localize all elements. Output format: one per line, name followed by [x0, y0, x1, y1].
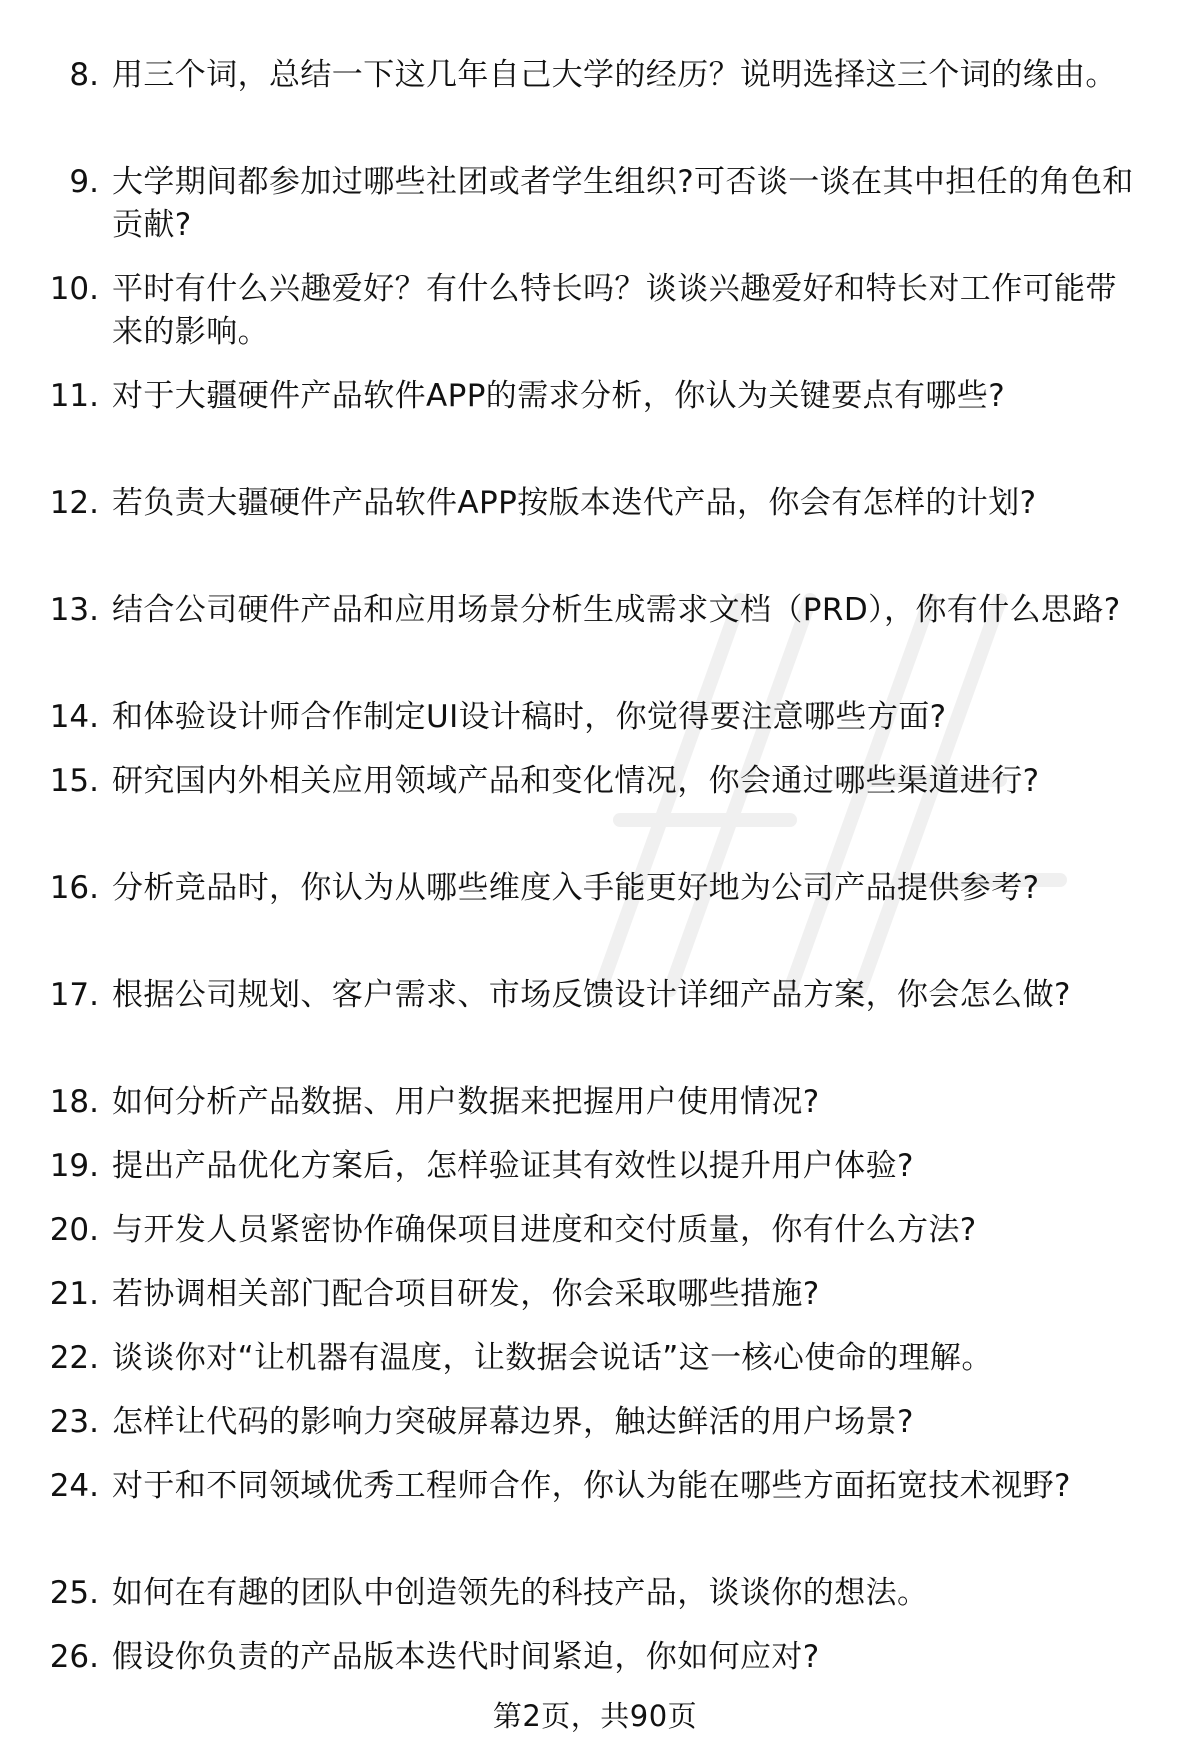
question-text: 提出产品优化方案后，怎样验证其有效性以提升用户体验? — [112, 1148, 914, 1184]
question-item — [0, 54, 1190, 161]
question-number: 9. — [69, 164, 99, 200]
question-text: 根据公司规划、客户需求、市场反馈设计详细产品方案，你会怎么做? — [112, 977, 1071, 1013]
question-item — [0, 1209, 1190, 1273]
question-text: 怎样让代码的影响力突破屏幕边界，触达鲜活的用户场景? — [112, 1404, 914, 1440]
question-text: 研究国内外相关应用领域产品和变化情况，你会通过哪些渠道进行? — [112, 763, 1040, 799]
question-number: 22. — [49, 1340, 99, 1376]
question-number: 16. — [49, 870, 99, 906]
question-item — [0, 1337, 1190, 1401]
question-item — [0, 1572, 1190, 1636]
question-text: 谈谈你对“让机器有温度，让数据会说话”这一核心使命的理解。 — [112, 1340, 993, 1376]
question-number: 14. — [49, 699, 99, 735]
question-number: 12. — [49, 485, 99, 521]
question-text: 若负责大疆硬件产品软件APP按版本迭代产品，你会有怎样的计划? — [112, 485, 1037, 521]
question-text: 结合公司硬件产品和应用场景分析生成需求文档（PRD），你有什么思路? — [112, 592, 1121, 628]
question-item — [0, 760, 1190, 867]
question-item — [0, 696, 1190, 760]
question-number: 10. — [49, 271, 99, 307]
question-text: 分析竞品时，你认为从哪些维度入手能更好地为公司产品提供参考? — [112, 870, 1040, 906]
question-item — [0, 1273, 1190, 1337]
question-number: 8. — [69, 57, 99, 93]
question-item — [0, 482, 1190, 589]
question-item — [0, 1636, 1190, 1700]
question-item — [0, 1145, 1190, 1209]
question-item — [0, 589, 1190, 696]
question-number: 23. — [49, 1404, 99, 1440]
question-text: 如何在有趣的团队中创造领先的科技产品，谈谈你的想法。 — [112, 1575, 929, 1611]
question-item — [0, 1081, 1190, 1145]
question-item — [0, 1465, 1190, 1572]
question-number: 25. — [49, 1575, 99, 1611]
question-text: 平时有什么兴趣爱好？有什么特长吗？谈谈兴趣爱好和特长对工作可能带来的影响。 — [112, 271, 1117, 350]
question-list — [0, 54, 1190, 1700]
question-number: 26. — [49, 1639, 99, 1675]
question-item — [0, 867, 1190, 974]
question-number: 24. — [49, 1468, 99, 1504]
question-number: 17. — [49, 977, 99, 1013]
question-text: 用三个词，总结一下这几年自己大学的经历？说明选择这三个词的缘由。 — [112, 57, 1117, 93]
question-text: 大学期间都参加过哪些社团或者学生组织?可否谈一谈在其中担任的角色和贡献? — [112, 164, 1134, 243]
question-item — [0, 161, 1190, 268]
question-text: 若协调相关部门配合项目研发，你会采取哪些措施? — [112, 1276, 820, 1312]
question-number: 21. — [49, 1276, 99, 1312]
question-number: 13. — [49, 592, 99, 628]
question-text: 和体验设计师合作制定UI设计稿时，你觉得要注意哪些方面? — [112, 699, 947, 735]
question-text: 对于和不同领域优秀工程师合作，你认为能在哪些方面拓宽技术视野? — [112, 1468, 1071, 1504]
question-item — [0, 268, 1190, 375]
question-number: 18. — [49, 1084, 99, 1120]
question-text: 与开发人员紧密协作确保项目进度和交付质量，你有什么方法? — [112, 1212, 977, 1248]
question-text: 如何分析产品数据、用户数据来把握用户使用情况? — [112, 1084, 820, 1120]
question-number: 20. — [49, 1212, 99, 1248]
question-number: 15. — [49, 763, 99, 799]
question-item — [0, 375, 1190, 482]
question-text: 假设你负责的产品版本迭代时间紧迫，你如何应对? — [112, 1639, 820, 1675]
question-number: 19. — [49, 1148, 99, 1184]
page-number-footer: 第2页，共90页 — [492, 1699, 698, 1733]
question-number: 11. — [49, 378, 99, 414]
question-item — [0, 1401, 1190, 1465]
question-item — [0, 974, 1190, 1081]
question-text: 对于大疆硬件产品软件APP的需求分析，你认为关键要点有哪些? — [112, 378, 1006, 414]
